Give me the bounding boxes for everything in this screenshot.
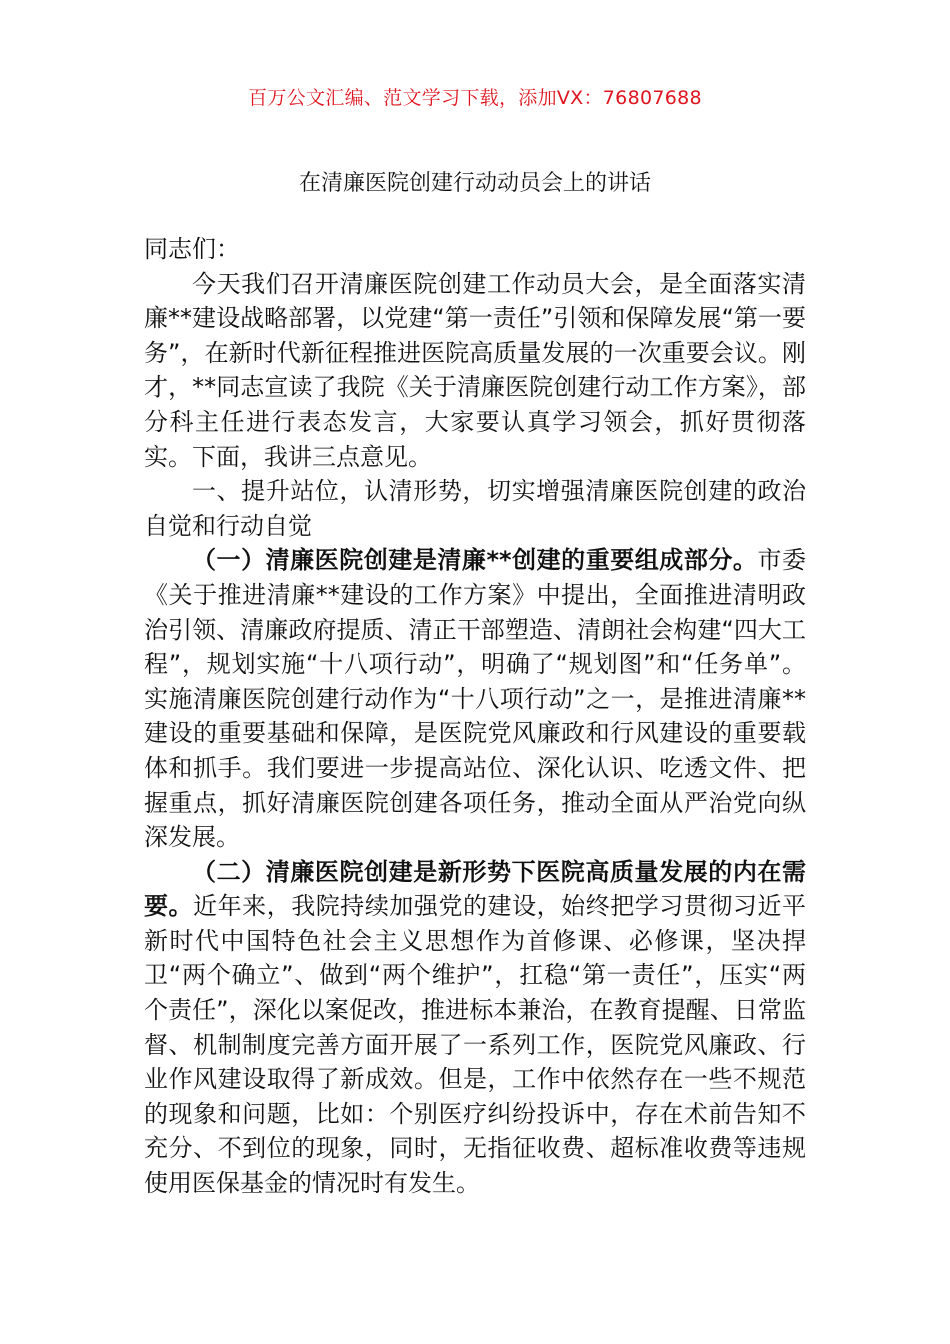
point-1-heading: （一）清廉医院创建是清廉**创建的重要组成部分。: [192, 546, 758, 575]
opening-paragraph: 今天我们召开清廉医院创建工作动员大会，是全面落实清廉**建设战略部署，以党建“第一责任”引领和保障发展“第一要务”，在新时代新征程推进医院高质量发展的一次重要会议。刚才，**同志宣读了我院《关于清廉医院创建行动工作方案》，部分科主任进行表态发言，大家要认真学习领会，抓好贯彻落实。下面，我讲三点意见。: [144, 269, 806, 471]
point-1-text: 市委《关于推进清廉**建设的工作方案》中提出，全面推进清明政治引领、清廉政府提质、清正干部塑造、清朗社会构建“四大工程”，规划实施“十八项行动”，明确了“规划图”和“任务单”。实施清廉医院创建行动作为“十八项行动”之一，是推进清廉**建设的重要基础和保障，是医院党风廉政和行风建设的重要载体和抓手。我们要进一步提高站位、深化认识、吃透文件、把握重点，抓好清廉医院创建各项任务，推动全面从严治党向纵深发展。: [144, 546, 807, 852]
watermark-banner: 百万公文汇编、范文学习下载，添加VX：76807688: [248, 87, 702, 109]
document-title: 在清廉医院创建行动动员会上的讲话: [298, 171, 651, 196]
point-2-paragraph: [144, 855, 806, 1201]
document-body: [144, 232, 806, 1201]
section-heading-1: 一、提升站位，认清形势，切实增强清廉医院创建的政治自觉和行动自觉: [144, 477, 806, 540]
salutation: 同志们：: [144, 235, 240, 263]
point-1-paragraph: [144, 543, 806, 854]
point-2-text: 近年来，我院持续加强党的建设，始终把学习贯彻习近平新时代中国特色社会主义思想作为首修课、必修课，坚决捍卫“两个确立”、做到“两个维护”，扛稳“第一责任”，压实“两个责任”，深化以案促改，推进标本兼治，在教育提醒、日常监督、机制制度完善方面开展了一系列工作，医院党风廉政、行业作风建设取得了新成效。但是，工作中依然存在一些不规范的现象和问题，比如：个别医疗纠纷投诉中，存在术前告知不充分、不到位的现象，同时，无指征收费、超标准收费等违规使用医保基金的情况时有发生。: [144, 892, 806, 1198]
point-2-heading: （二）清廉医院创建是新形势下医院高质量发展的内在需要。: [144, 857, 806, 921]
